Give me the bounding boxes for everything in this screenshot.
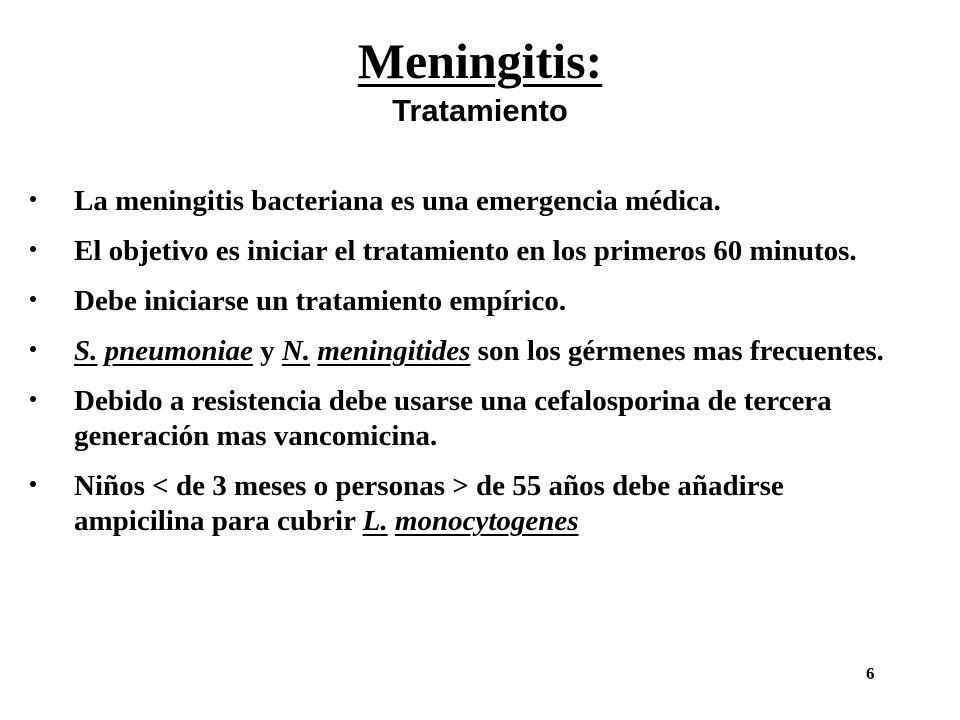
bullet-text: El objetivo es iniciar el tratamiento en los primeros 60 minutos.: [74, 235, 857, 267]
bullet-list: [30, 184, 910, 554]
bullet-text: y: [252, 335, 282, 367]
species-name: monocytogenes: [394, 505, 579, 537]
bullet-text: La meningitis bacteriana es una emergencia médica.: [74, 185, 721, 217]
bullet-dot-icon: [30, 246, 36, 252]
bullet-text: Debido a resistencia debe usarse una cefalosporina de tercera generación mas vancomicina.: [74, 385, 832, 452]
bullet-text: Debe iniciarse un tratamiento empírico.: [74, 285, 567, 317]
bullet-text: Niños < de 3 meses o personas > de 55 años debe añadirse ampicilina para cubrir: [74, 470, 784, 537]
slide-title-block: [0, 30, 960, 130]
species-genus-abbrev: N.: [281, 335, 311, 367]
bullet-text: [97, 335, 104, 367]
species-genus-abbrev: S.: [74, 335, 98, 367]
slide-subtitle: Tratamiento: [392, 93, 568, 128]
bullet-item: [30, 184, 910, 219]
bullet-item: [30, 284, 910, 319]
bullet-item: [30, 469, 910, 539]
species-name: meningitides: [317, 335, 471, 367]
bullet-item: [30, 234, 910, 269]
bullet-dot-icon: [30, 396, 36, 402]
species-name: pneumoniae: [104, 335, 253, 367]
bullet-item: [30, 384, 910, 454]
bullet-dot-icon: [30, 296, 36, 302]
bullet-text: [388, 505, 395, 537]
slide-title: Meningitis:: [357, 33, 603, 89]
bullet-text: son los gérmenes mas frecuentes.: [470, 335, 884, 367]
bullet-item: [30, 334, 910, 369]
page-number: 6: [866, 664, 875, 683]
bullet-dot-icon: [30, 481, 36, 487]
bullet-dot-icon: [30, 346, 36, 352]
bullet-dot-icon: [30, 196, 36, 202]
species-genus-abbrev: L.: [362, 505, 388, 537]
